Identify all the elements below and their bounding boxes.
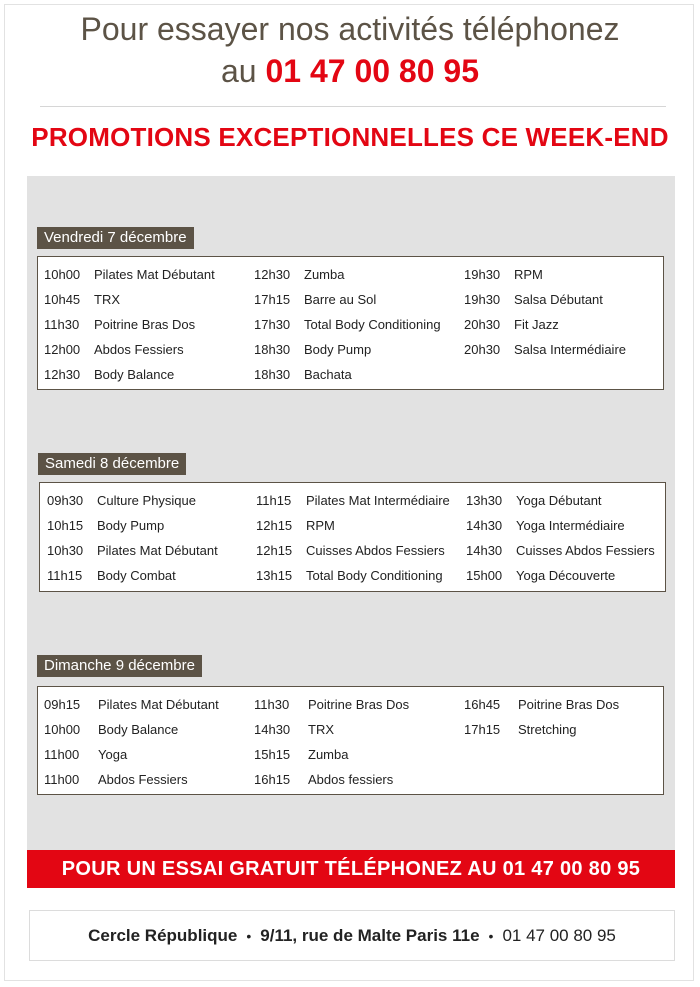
class-time: 17h30 xyxy=(254,317,291,332)
schedule-row xyxy=(254,692,409,717)
schedule-box-sunday xyxy=(37,686,664,795)
class-activity: Poitrine Bras Dos xyxy=(308,697,410,712)
class-activity: Body Balance xyxy=(98,722,179,737)
class-activity: Yoga xyxy=(98,747,128,762)
class-time: 12h30 xyxy=(254,267,291,282)
schedule-row xyxy=(464,337,626,362)
class-activity: Pilates Mat Débutant xyxy=(98,697,219,712)
class-time: 20h30 xyxy=(464,317,501,332)
schedule-row xyxy=(464,692,619,717)
class-time: 20h30 xyxy=(464,342,501,357)
schedule-column xyxy=(464,692,619,742)
class-activity: Yoga Débutant xyxy=(516,493,602,508)
class-activity: Barre au Sol xyxy=(304,292,377,307)
schedule-column xyxy=(47,488,218,588)
class-time: 11h15 xyxy=(47,568,83,583)
class-activity: Salsa Débutant xyxy=(514,292,603,307)
class-activity: Zumba xyxy=(304,267,345,282)
class-activity: TRX xyxy=(308,722,334,737)
schedule-column xyxy=(256,488,450,588)
schedule-column xyxy=(464,262,626,362)
schedule-row xyxy=(254,362,441,387)
schedule-row xyxy=(256,513,450,538)
schedule-row xyxy=(44,337,215,362)
club-name: Cercle République xyxy=(88,925,238,945)
schedule-row xyxy=(464,717,619,742)
promo-title: PROMOTIONS EXCEPTIONNELLES CE WEEK-END xyxy=(31,122,669,152)
class-time: 11h15 xyxy=(256,493,292,508)
header-divider xyxy=(40,106,666,107)
class-time: 10h30 xyxy=(47,543,84,558)
class-activity: Poitrine Bras Dos xyxy=(94,317,196,332)
schedule-row xyxy=(44,692,219,717)
schedule-row xyxy=(466,513,655,538)
class-time: 15h15 xyxy=(254,747,291,762)
header-line-1: Pour essayer nos activités téléphonez xyxy=(80,11,620,47)
schedule-row xyxy=(256,538,450,563)
class-activity: Pilates Mat Débutant xyxy=(94,267,215,282)
schedule-row xyxy=(254,262,441,287)
class-time: 10h15 xyxy=(47,518,84,533)
footer-contact xyxy=(29,910,675,961)
schedule-column xyxy=(466,488,655,588)
class-time: 11h30 xyxy=(254,697,290,712)
class-time: 16h15 xyxy=(254,772,291,787)
header-prefix: au xyxy=(220,53,257,89)
class-time: 09h30 xyxy=(47,493,84,508)
footer-phone-number[interactable]: 01 47 00 80 95 xyxy=(502,925,616,945)
schedule-row xyxy=(44,767,219,792)
schedule-row xyxy=(256,488,450,513)
class-activity: Yoga Découverte xyxy=(516,568,616,583)
schedule-row xyxy=(466,488,655,513)
schedule-row xyxy=(464,312,626,337)
class-activity: Salsa Intermédiaire xyxy=(514,342,626,357)
class-activity: RPM xyxy=(514,267,543,282)
schedule-row xyxy=(44,287,215,312)
schedule-row xyxy=(254,767,409,792)
class-activity: Stretching xyxy=(518,722,577,737)
class-activity: Cuisses Abdos Fessiers xyxy=(516,543,655,558)
day-label-sunday: Dimanche 9 décembre xyxy=(37,655,202,677)
schedule-row xyxy=(44,362,215,387)
class-activity: Total Body Conditioning xyxy=(306,568,443,583)
day-label-saturday: Samedi 8 décembre xyxy=(38,453,186,475)
class-activity: TRX xyxy=(94,292,120,307)
class-time: 11h00 xyxy=(44,747,80,762)
bullet-separator: • xyxy=(246,927,252,944)
free-trial-banner[interactable]: POUR UN ESSAI GRATUIT TÉLÉPHONEZ AU 01 47 00 80 95 xyxy=(27,850,675,888)
schedule-row xyxy=(47,513,218,538)
schedule-row xyxy=(254,287,441,312)
class-time: 13h30 xyxy=(466,493,503,508)
schedule-box-saturday xyxy=(39,482,666,592)
class-activity: Body Balance xyxy=(94,367,175,382)
class-time: 17h15 xyxy=(464,722,501,737)
class-time: 12h15 xyxy=(256,518,293,533)
class-activity: Abdos fessiers xyxy=(308,772,394,787)
class-activity: Zumba xyxy=(308,747,349,762)
schedule-row xyxy=(464,262,626,287)
class-activity: Bachata xyxy=(304,367,352,382)
class-time: 19h30 xyxy=(464,292,501,307)
class-time: 15h00 xyxy=(466,568,503,583)
schedule-row xyxy=(44,717,219,742)
class-activity: Total Body Conditioning xyxy=(304,317,441,332)
schedule-column xyxy=(44,262,215,387)
class-activity: Abdos Fessiers xyxy=(98,772,188,787)
schedule-row xyxy=(44,312,215,337)
class-time: 09h15 xyxy=(44,697,81,712)
schedule-row xyxy=(47,488,218,513)
class-activity: Culture Physique xyxy=(97,493,196,508)
schedule-column xyxy=(254,692,409,792)
class-activity: Body Pump xyxy=(97,518,165,533)
schedule-box-friday xyxy=(37,256,664,390)
class-activity: Body Combat xyxy=(97,568,176,583)
day-label-friday: Vendredi 7 décembre xyxy=(37,227,194,249)
bullet-separator: • xyxy=(488,927,494,944)
schedule-row xyxy=(254,717,409,742)
class-time: 16h45 xyxy=(464,697,501,712)
header-phone-number[interactable]: 01 47 00 80 95 xyxy=(265,53,479,89)
schedule-row xyxy=(466,563,655,588)
class-time: 12h30 xyxy=(44,367,81,382)
class-time: 10h00 xyxy=(44,722,81,737)
schedule-row xyxy=(464,287,626,312)
class-time: 18h30 xyxy=(254,342,291,357)
schedule-row xyxy=(256,563,450,588)
class-time: 12h15 xyxy=(256,543,293,558)
class-time: 10h00 xyxy=(44,267,81,282)
schedule-row xyxy=(254,337,441,362)
class-time: 14h30 xyxy=(466,518,503,533)
class-time: 11h30 xyxy=(44,317,80,332)
schedule-column xyxy=(254,262,441,387)
class-time: 14h30 xyxy=(466,543,503,558)
class-time: 17h15 xyxy=(254,292,291,307)
schedule-column xyxy=(44,692,219,792)
schedule-row xyxy=(47,538,218,563)
class-time: 11h00 xyxy=(44,772,80,787)
class-time: 14h30 xyxy=(254,722,291,737)
class-time: 18h30 xyxy=(254,367,291,382)
class-activity: Body Pump xyxy=(304,342,372,357)
schedule-row xyxy=(44,742,219,767)
call-header xyxy=(0,8,700,92)
class-time: 10h45 xyxy=(44,292,81,307)
class-activity: Pilates Mat Intermédiaire xyxy=(306,493,450,508)
class-time: 13h15 xyxy=(256,568,293,583)
class-time: 12h00 xyxy=(44,342,81,357)
class-activity: Cuisses Abdos Fessiers xyxy=(306,543,445,558)
class-activity: Yoga Intermédiaire xyxy=(516,518,625,533)
class-activity: RPM xyxy=(306,518,335,533)
class-time: 19h30 xyxy=(464,267,501,282)
schedule-row xyxy=(47,563,218,588)
class-activity: Poitrine Bras Dos xyxy=(518,697,620,712)
schedule-row xyxy=(254,312,441,337)
schedule-row xyxy=(254,742,409,767)
schedule-row xyxy=(466,538,655,563)
club-address: 9/11, rue de Malte Paris 11e xyxy=(260,925,480,945)
header-line-2 xyxy=(0,50,700,92)
schedule-row xyxy=(44,262,215,287)
class-activity: Abdos Fessiers xyxy=(94,342,184,357)
class-activity: Pilates Mat Débutant xyxy=(97,543,218,558)
class-activity: Fit Jazz xyxy=(514,317,559,332)
